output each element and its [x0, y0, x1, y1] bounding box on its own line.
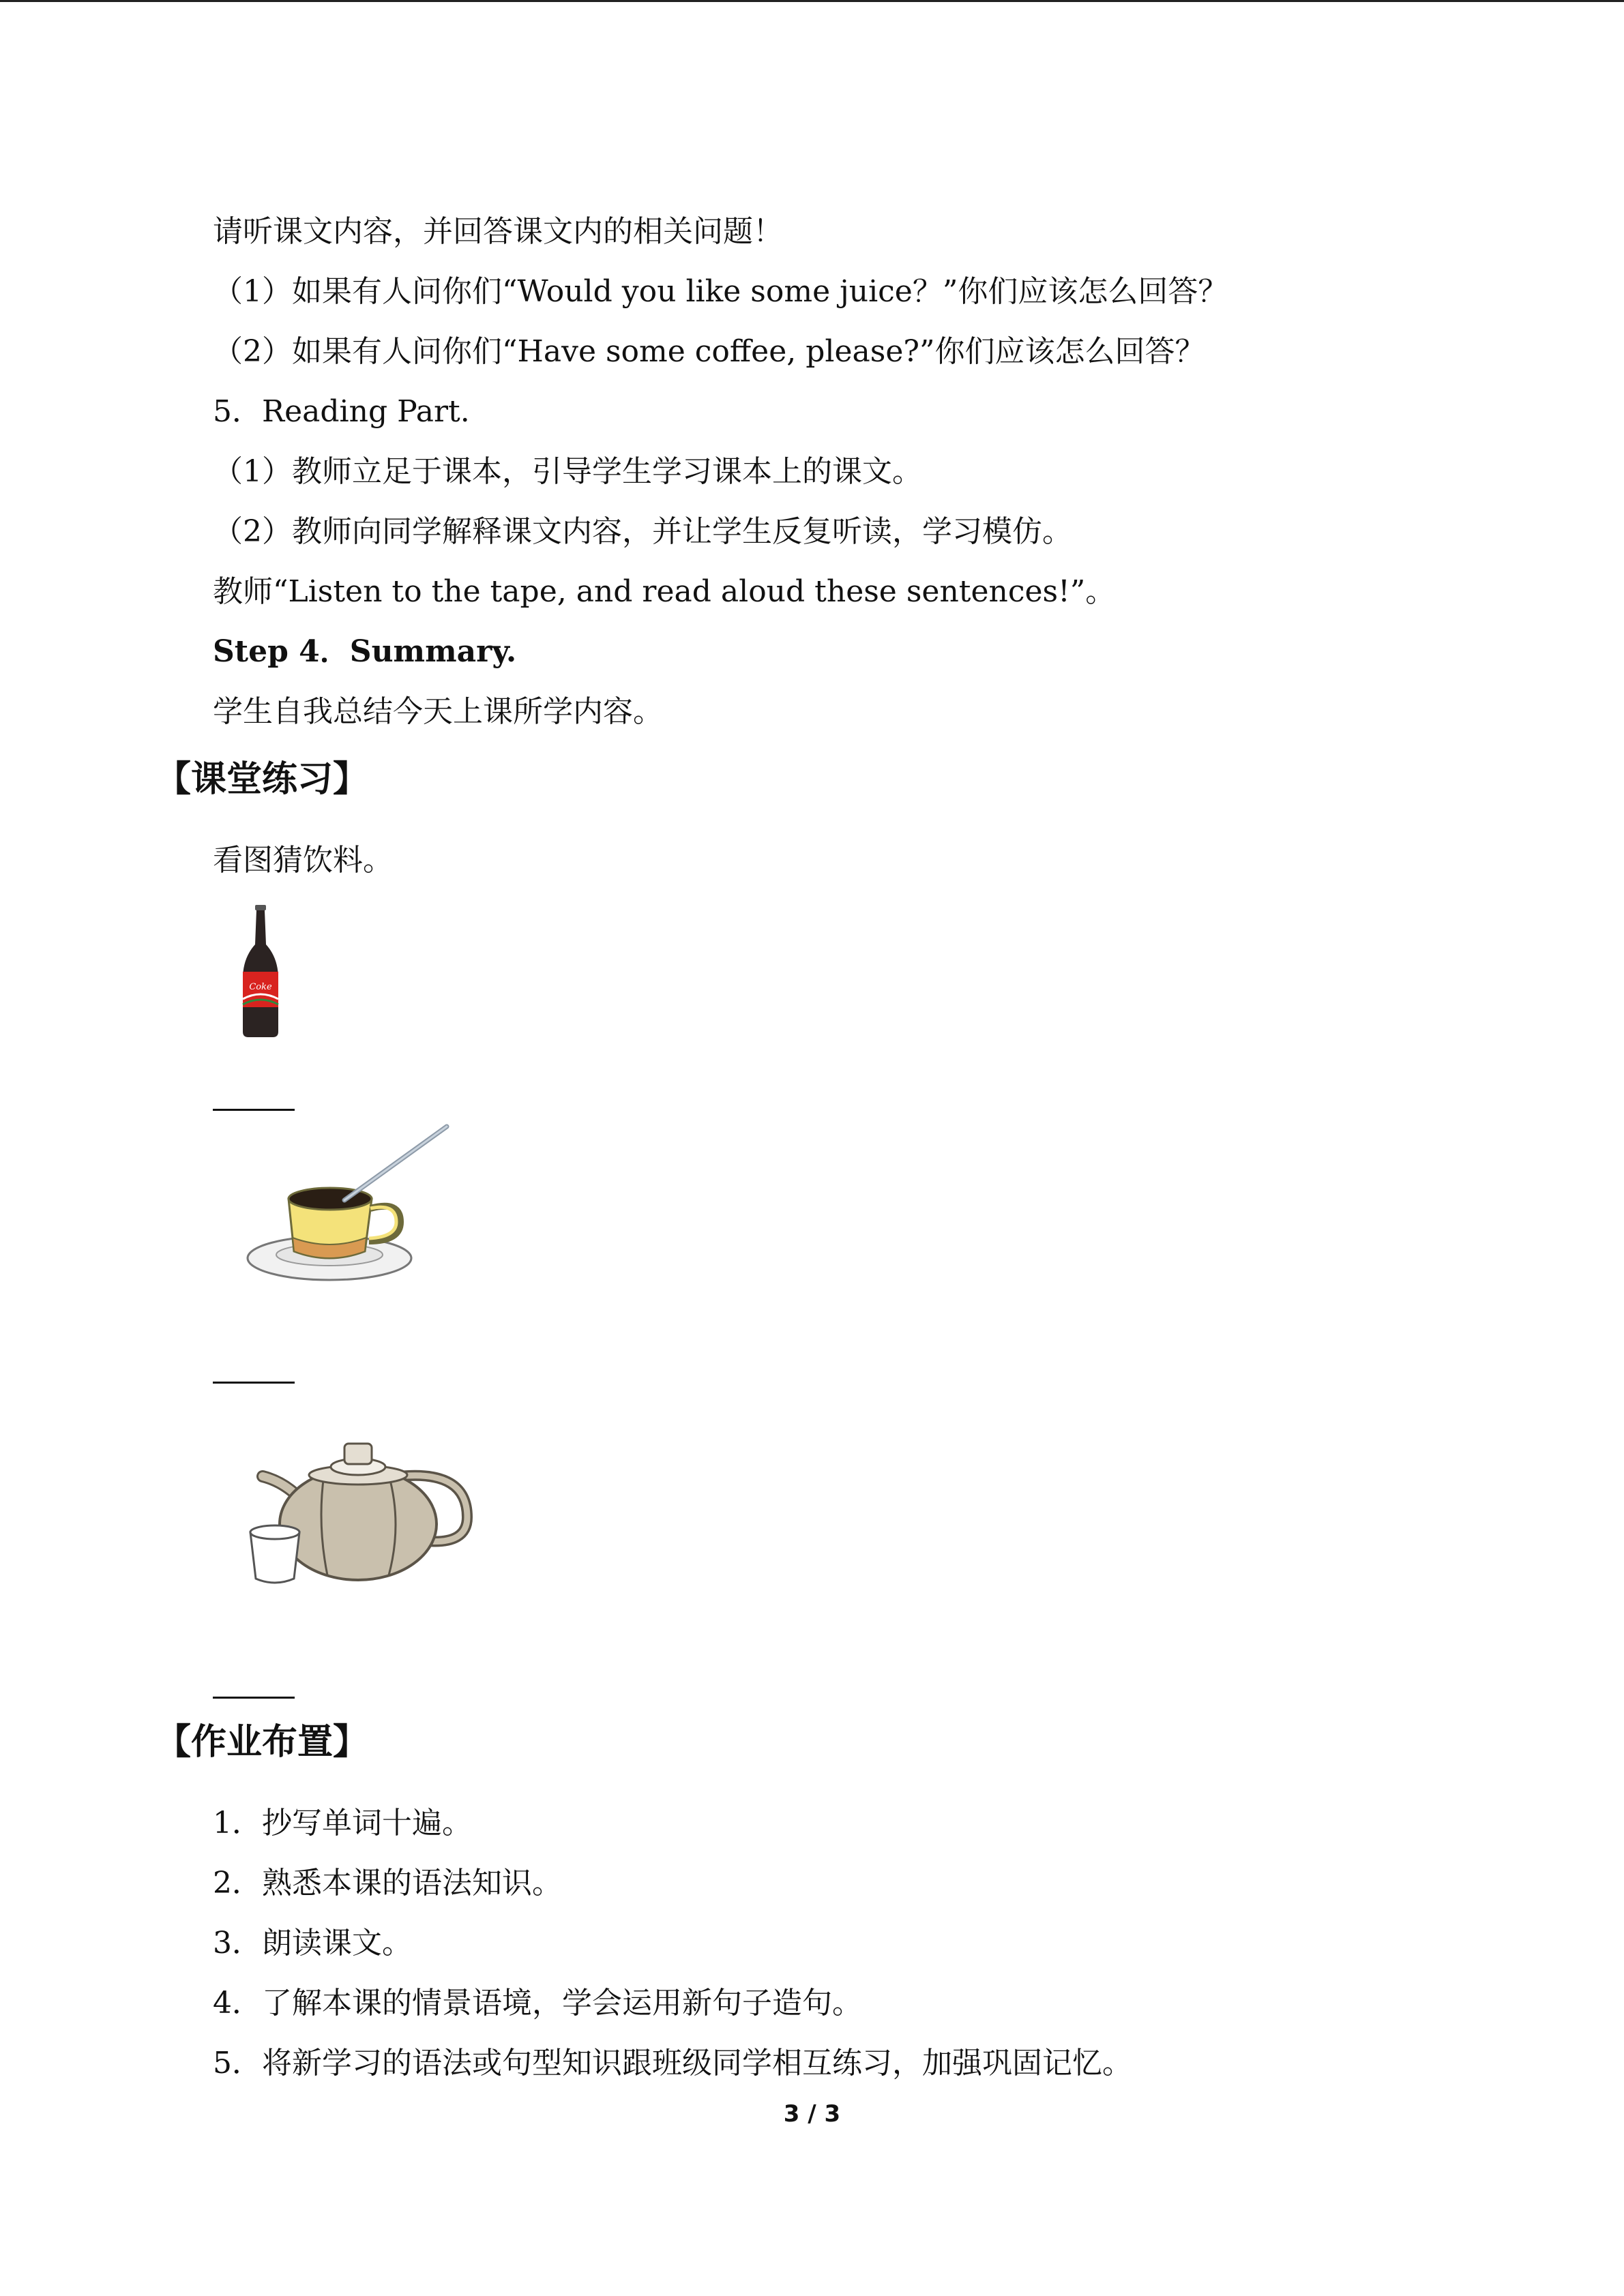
step4-summary-title: Step 4．Summary. — [213, 634, 517, 669]
question-2: （2）如果有人问你们“Have some coffee, please?”你们应该怎么回答？ — [213, 334, 1205, 369]
summary-text: 学生自我总结今天上课所学内容。 — [213, 694, 663, 729]
practice-intro: 看图猜饮料。 — [213, 843, 393, 878]
answer-blank-2[interactable] — [213, 1382, 295, 1384]
homework-item-1: 1．抄写单词十遍。 — [213, 1806, 472, 1840]
reading-part-title: 5．Reading Part. — [213, 394, 470, 429]
homework-item-2: 2．熟悉本课的语法知识。 — [213, 1866, 562, 1900]
teapot-image — [242, 1429, 501, 1592]
practice-heading: 【课堂练习】 — [156, 759, 369, 800]
page-number: 3 / 3 — [783, 2100, 841, 2128]
listen-instruction: 请听课文内容，并回答课文内的相关问题！ — [213, 214, 783, 249]
answer-blank-1[interactable] — [213, 1109, 295, 1111]
question-1: （1）如果有人问你们“Would you like some juice？”你们应该怎么回答？ — [213, 274, 1228, 309]
homework-item-5: 5．将新学习的语法或句型知识跟班级同学相互练习，加强巩固记忆。 — [213, 2046, 1132, 2081]
homework-heading: 【作业布置】 — [156, 1722, 369, 1763]
teacher-instruction: 教师“Listen to the tape, and read aloud these sentences!”。 — [213, 574, 1116, 609]
coffee-cup-image — [242, 1118, 460, 1296]
reading-step-2: （2）教师向同学解释课文内容，并让学生反复听读，学习模仿。 — [213, 514, 1072, 549]
reading-step-1: （1）教师立足于课本，引导学生学习课本上的课文。 — [213, 454, 922, 489]
cola-bottle-image — [240, 904, 281, 1040]
homework-item-4: 4．了解本课的情景语境，学会运用新句子造句。 — [213, 1986, 862, 2021]
page-top-border — [0, 0, 1624, 2]
homework-item-3: 3．朗读课文。 — [213, 1926, 412, 1960]
cola-label: Coke — [249, 982, 272, 992]
answer-blank-3[interactable] — [213, 1697, 295, 1699]
